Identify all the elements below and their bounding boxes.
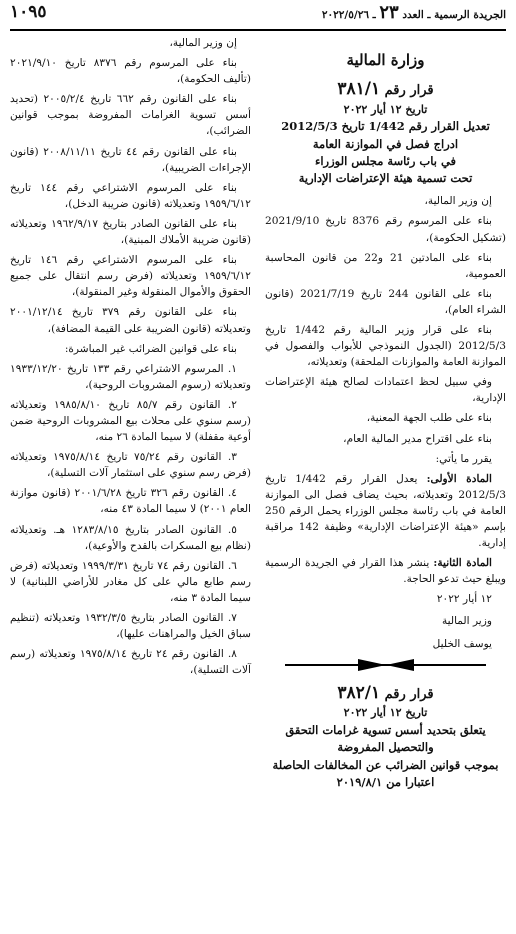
article-2-label: المادة الثانية: [433,557,492,570]
page-header [10,1,506,26]
decision1-paragraph: بناء على قرار وزير المالية رقم 1/442 تاريخ 2012/5/3 (الجدول النموذجي للأبواب والفصول في الموازنة العامة والموازنات الملحقة) وتعديلاته، [265,323,506,369]
law-list-item: ٢. القانون رقم ٨٥/٧ تاريخ ١٩٨٥/٨/١٠ وتعديلاته (رسم سنوي على محلات بيع المشروبات الروحية ضمن أوعية مقفلة) لا سيما المادة ٢٦ منه، [10,398,251,444]
decision1-paragraph: وفي سبيل لحظ اعتمادات لصالح هيئة الإعتراضات الإدارية، [265,376,506,405]
decision2-subject-line: يتعلق بتحديد أسس تسوية غرامات التحقق [285,723,486,738]
decision2-subject-line: اعتبارا من ٢٠١٩/٨/١ [336,774,435,789]
decision1-paragraph: بناء على المادتين 21 و22 من قانون المحاسبة العمومية، [265,251,506,280]
preamble-paragraph: بناء على المرسوم الاشتراعي رقم ١٤٤ تاريخ ١٩٥٩/٦/١٢ وتعديلاته (قانون ضريبة الدخل)، [10,181,251,210]
decision1-paragraph: بناء على طلب الجهة المعنية، [366,412,492,425]
preamble-paragraph: بناء على القانون الصادر بتاريخ ١٩٦٢/٩/١٧ وتعديلاته (قانون ضريبة الأملاك المبنية)، [10,217,251,247]
decision2-title [265,682,506,706]
issue-date: ـ ٢٠٢٢/٥/٢٦ [321,8,376,21]
running-title-text: الجريدة الرسمية ـ العدد [402,8,506,21]
law-list-item: ٨. القانون رقم ٢٤ تاريخ ١٩٧٥/٨/١٤ وتعديلاته (رسم آلات التسلية)، [10,648,251,677]
columns [10,35,506,797]
decision1-subject-line: تحت تسمية هيئة الإعتراضات الإدارية [298,171,473,186]
decision2-title-prefix: قرار رقم [384,686,434,702]
law-list-item: ٤. القانون رقم ٣٢٦ تاريخ ٢٠٠١/٦/٢٨ (قانون موازنة العام ٢٠٠١) لا سيما المادة ٤٣ منه، [10,487,251,516]
decision1-paragraph: بناء على القانون 244 تاريخ 2021/7/19 (قانون الشراء العام)، [265,287,506,316]
article-2 [265,555,506,587]
separator-diamond-right [386,659,414,671]
running-title [322,0,506,26]
decision1-paragraph: بناء على المرسوم رقم 8376 تاريخ 2021/9/10 (تشكيل الحكومة)، [265,215,506,244]
decision1-paragraph: إن وزير المالية، [424,195,492,208]
article-1-text: يعدل القرار رقم 1/442 تاريخ 2012/5/3 وتعديلاته، بحيث يضاف فصل الى الموازنة العامة في باب رئاسة مجلس الوزراء يحمل الرقم 250 بإسم «هيئة الإعتراضات الإدارية» وظيفة 142 مراقبة إدارية. [265,472,506,550]
article-1 [265,471,506,551]
preamble-paragraph: بناء على المرسوم الاشتراعي رقم ١٤٦ تاريخ ١٩٥٩/٦/١٢ وتعديلاته (فرض رسم انتقال على جميع الحقوق والأموال المنقولة وغير المنقولة)، [10,254,251,299]
decision1-title-prefix: قرار رقم [384,82,434,98]
separator-diamond-left [358,659,386,671]
law-list-item: ١. المرسوم الاشتراعي رقم ١٣٣ تاريخ ١٩٣٣/١٢/٢٠ وتعديلاته (رسوم المشروبات الروحية)، [10,362,251,391]
decision2-number: ٣٨٢/١ [337,682,381,703]
decides-line: يقرر ما يأتي: [435,452,492,465]
law-list-item: ٦. القانون رقم ٧٤ تاريخ ١٩٩٩/٣/٣١ وتعديلاته (فرض رسم طابع مالي على كل مغادر للأراضي اللبنانية) لا سيما المادة ٣ منه، [10,559,251,604]
article-2-text: ينشر هذا القرار في الجريدة الرسمية ويبلغ حيث تدعو الحاجة. [265,557,506,586]
decision2-subject-line: بموجب قوانين الضرائب عن المخالفات الحاصلة [272,757,499,772]
section-separator [265,658,506,672]
signature-name: يوسف الخليل [432,637,492,650]
decision1-date: تاريخ ١٢ أيار ٢٠٢٢ [343,102,428,116]
decision1-subject-line: تعديل القرار رقم 1/442 تاريخ 2012/5/3 [281,119,490,134]
right-column [265,35,506,797]
preamble-paragraph: بناء على القانون رقم ٣٧٩ تاريخ ٢٠٠١/١٢/١٤ وتعديلاته (قانون الضريبة على القيمة المضافة)، [10,306,251,335]
page-number: ١٠٩٥ [10,2,47,23]
signature-block [265,591,506,651]
issue-number: ٢٣ [379,1,399,23]
left-column [10,35,251,797]
law-list-item: ٧. القانون الصادر بتاريخ ١٩٣٢/٣/٥ وتعديلاته (تنظيم سباق الخيل والمراهنات عليها)، [10,612,251,641]
decision1-subject-line: في باب رئاسة مجلس الوزراء [314,153,457,168]
signature-date: ١٢ أيار ٢٠٢٢ [436,593,492,606]
header-rule [10,29,506,31]
preamble-paragraph: بناء على القانون رقم ٦٦٢ تاريخ ٢٠٠٥/٢/٤ (تحديد أسس تسوية الغرامات المفروضة بموجب قوانين الضرائب)، [10,93,251,138]
decision1-subject [265,118,506,187]
decision1-subject-line: ادراج فصل في الموازنة العامة [312,136,459,151]
decision2-subject-line: والتحصيل المفروضة [337,740,434,755]
decision1-title [265,78,506,102]
preamble-paragraph: إن وزير المالية، [169,37,237,49]
decision1-paragraph: بناء على اقتراح مدير المالية العام، [343,432,492,445]
preamble-paragraph: بناء على القانون رقم ٤٤ تاريخ ٢٠٠٨/١١/١١ (قانون الإجراءات الضريبية)، [10,145,251,174]
preamble-paragraph: بناء على قوانين الضرائب غير المباشرة: [64,342,237,355]
ministry-heading: وزارة المالية [346,51,425,69]
law-list-item: ٥. القانون الصادر بتاريخ ١٢٨٣/٨/١٥ هـ. وتعديلاته (نظام بيع المسكرات بالقدح والأوعية)، [10,523,251,552]
preamble-paragraph: بناء على المرسوم رقم ٨٣٧٦ تاريخ ٢٠٢١/٩/١٠ (تأليف الحكومة)، [10,57,251,86]
decision1-number: ٣٨١/١ [337,78,381,99]
article-1-label: المادة الأولى: [426,472,492,485]
signature-role: وزير المالية [441,615,492,628]
decision2-date: تاريخ ١٢ أيار ٢٠٢٢ [343,706,428,720]
law-list-item: ٣. القانون رقم ٧٥/٢٤ تاريخ ١٩٧٥/٨/١٤ وتعديلاته (فرض رسم سنوي على استثمار آلات التسلية)، [10,451,251,480]
decision2-subject [265,722,506,791]
